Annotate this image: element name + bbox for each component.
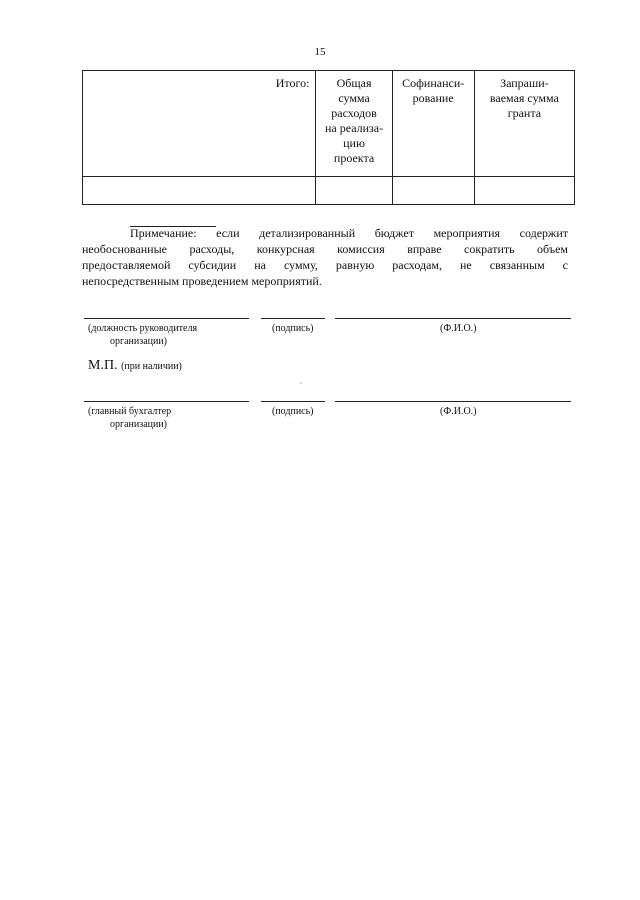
note-line: предоставляемой субсидии на сумму, равную расходам, не связанным с — [82, 258, 568, 272]
header-text-line: ваемая сумма — [489, 91, 559, 105]
header-text-line: рование — [412, 91, 454, 105]
table-header-row — [83, 71, 575, 177]
header-text-line: сумма — [338, 91, 370, 105]
table-row — [83, 177, 575, 205]
accountant-fio-caption: (Ф.И.О.) — [440, 406, 477, 417]
header-requested-grant — [474, 71, 574, 177]
head-signature-line — [261, 318, 325, 319]
scan-speck — [300, 382, 302, 384]
header-total-expenses — [316, 71, 392, 177]
stamp-label — [88, 358, 182, 374]
accountant-signature-line — [261, 401, 325, 402]
itogo-label: Итого: — [83, 71, 316, 177]
mp-text: М.П. — [88, 358, 118, 373]
header-text-line: гранта — [507, 106, 542, 120]
head-fio-line — [335, 318, 571, 319]
page-number: 15 — [314, 46, 326, 58]
table-cell — [474, 177, 574, 205]
accountant-fio-line — [335, 401, 571, 402]
note-line: необоснованные расходы, конкурсная комиссия вправе сократить объем — [82, 242, 568, 256]
header-text-line: проекта — [333, 151, 375, 165]
header-text-line: на реализа- — [324, 121, 384, 135]
mp-note: (при наличии) — [121, 361, 182, 372]
head-position-caption-2: организации) — [110, 336, 168, 347]
note-line: Примечание: если детализированный бюджет мероприятия содержит — [130, 226, 568, 240]
header-text-line: Запраши- — [500, 76, 549, 90]
head-position-line — [84, 318, 249, 319]
table-cell — [316, 177, 392, 205]
accountant-position-caption: (главный бухгалтер — [88, 406, 172, 417]
note-line: непосредственным проведением мероприятий. — [82, 274, 322, 288]
header-text-line: расходов — [331, 106, 377, 120]
table-cell — [392, 177, 474, 205]
head-position-caption: (должность руководителя — [88, 323, 198, 334]
header-text-line: цию — [343, 136, 365, 150]
header-cofinancing — [392, 71, 474, 177]
budget-table — [82, 70, 575, 205]
head-signature-caption: (подпись) — [272, 323, 314, 334]
accountant-signature-caption: (подпись) — [272, 406, 314, 417]
header-text-line: Софинанси- — [402, 76, 465, 90]
header-text-line: Общая — [336, 76, 372, 90]
accountant-position-line — [84, 401, 249, 402]
table-cell — [83, 177, 316, 205]
note-paragraph — [82, 225, 568, 289]
head-fio-caption: (Ф.И.О.) — [440, 323, 477, 334]
accountant-position-caption-2: организации) — [110, 419, 168, 430]
